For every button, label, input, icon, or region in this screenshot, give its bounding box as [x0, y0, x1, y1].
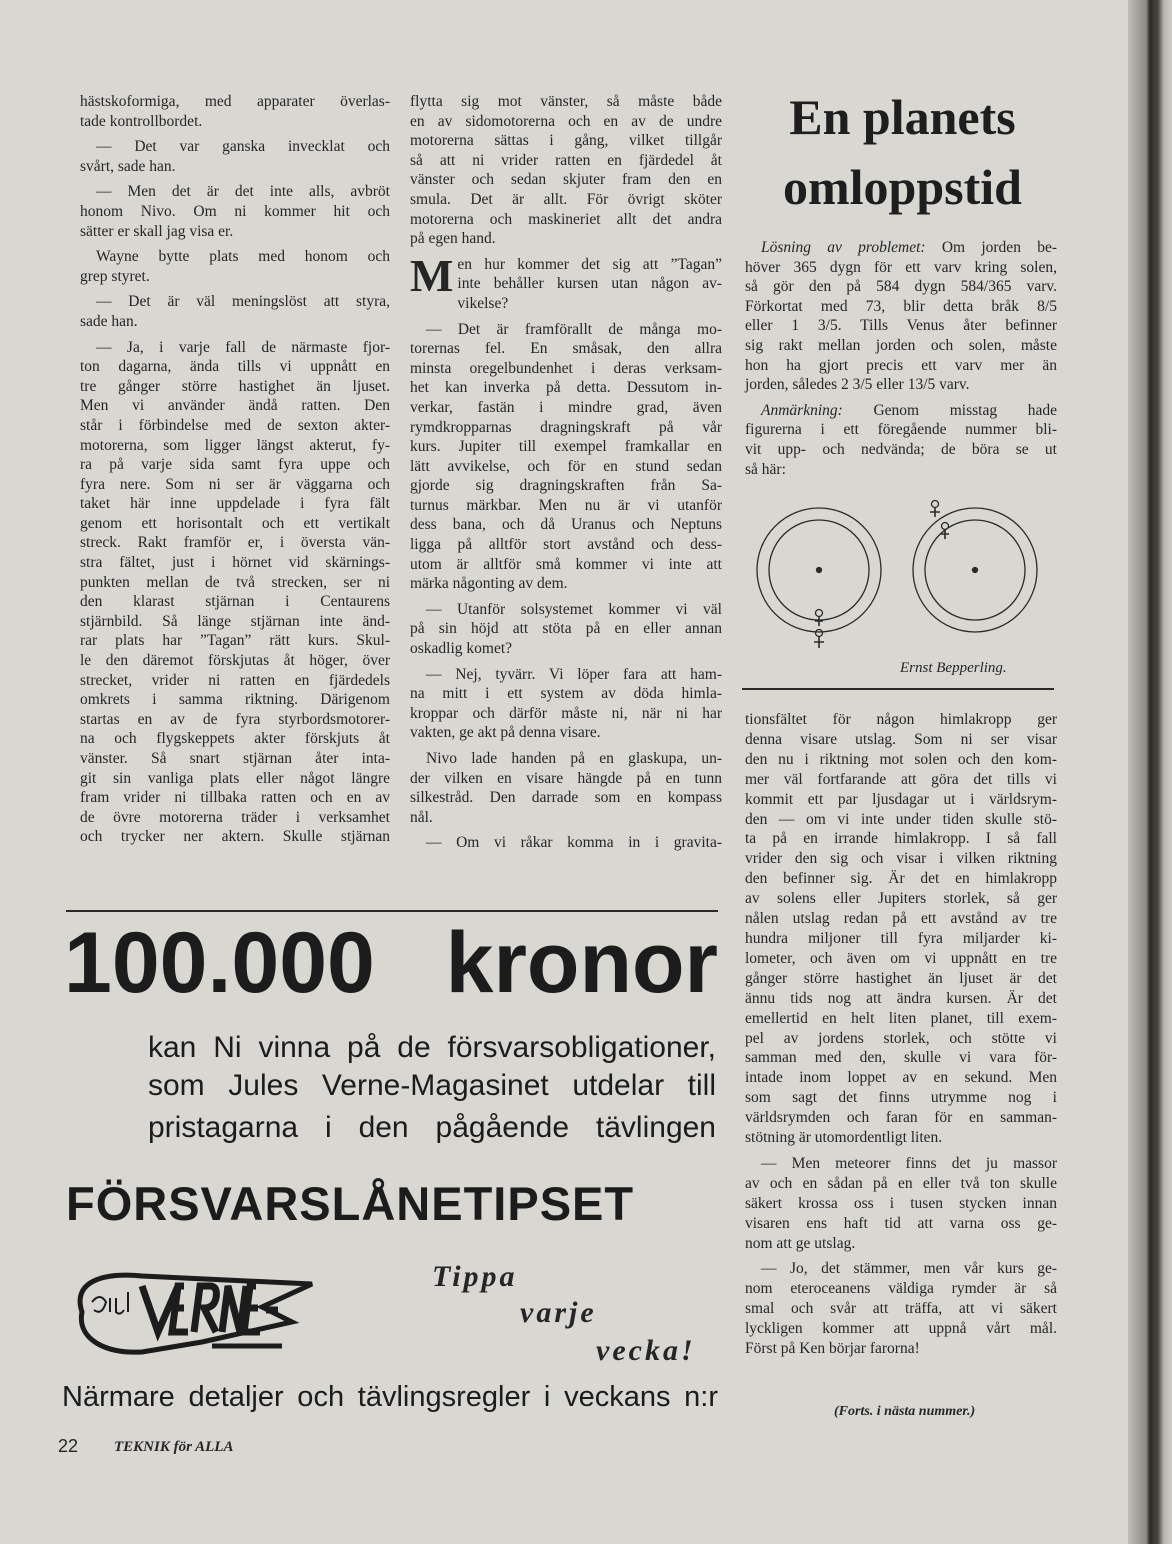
text-line: denna visare utslag. Som ni ser visar — [745, 730, 1057, 748]
text-line: nål. — [410, 808, 433, 826]
text-line: oskadlig komet? — [410, 640, 513, 658]
text-line: nom eteroceanens väldiga rymder är så — [745, 1280, 1057, 1298]
text-line: taket här inne uppdelade i fyra fält — [80, 495, 390, 513]
text-line: hundra miljoner till fyra miljarder ki- — [745, 929, 1057, 947]
paragraph — [410, 320, 722, 594]
text-line: figurerna i ett föregående nummer bli- — [745, 421, 1057, 439]
text-line: visaren ens haft tid att varna oss ge- — [745, 1214, 1057, 1232]
paragraph — [410, 665, 722, 743]
text-line: verkar, fastän i mindre grad, även — [410, 398, 722, 416]
slogan-line: vecka! — [596, 1334, 696, 1367]
text-line: Men vi använder ändå ratten. Den — [80, 397, 390, 415]
text-line: — Det är framförallt de många mo- — [426, 320, 722, 338]
jules-verne-magasinet-logo — [62, 1262, 322, 1372]
text-line: turnus märkbar. Men nu är vi utanför — [410, 496, 722, 514]
text-line: smal och svår att träffa, att vi säkert — [745, 1300, 1057, 1318]
text-line: streck. Rakt framför er, i översta vän- — [80, 534, 390, 552]
text-line: strecket, vrider ni ratten en fjärdedels — [80, 671, 390, 689]
text-line: vikelse? — [457, 294, 509, 312]
text-line: ta på en irrande himlakropp. I så fall — [745, 830, 1057, 848]
text-line: — Utanför solsystemet kommer vi väl — [426, 600, 722, 618]
drop-cap: M — [410, 249, 454, 301]
continued-note: (Forts. i nästa nummer.) — [834, 1404, 976, 1419]
author-signature: Ernst Bepperling. — [900, 660, 1007, 676]
article-column-1 — [80, 92, 390, 853]
text-line: Först på Ken börjar farorna! — [745, 1340, 920, 1358]
text-line: silkestråd. Den darrade som en kompass — [410, 789, 722, 807]
text-line: le den däremot förskjutas åt höger, över — [80, 652, 390, 670]
orbit-diagram-right — [913, 501, 1037, 633]
slogan-line: varje — [520, 1296, 597, 1329]
text-line: hästskoformiga, med apparater överlas- — [80, 93, 390, 110]
text-line: en av sidomotorerna och en av de undre — [410, 112, 722, 130]
paragraph — [410, 749, 722, 827]
text-line: av och en sådan på en eller två ton skulle — [745, 1174, 1057, 1192]
text-line: inte behåller kursen utan någon av- — [457, 275, 722, 293]
text-line: lyckligen kommer att uppnå vårt mål. — [745, 1320, 1057, 1338]
text-line: omkrets i samma riktning. Därigenom — [80, 691, 390, 709]
paragraph — [745, 1259, 1057, 1359]
text-line: Nivo lade handen på en glaskupa, un- — [426, 750, 722, 767]
text-line: pel av jordens storlek, och stötte vi — [745, 1029, 1057, 1047]
text-line: den — om vi inte under tiden skulle stö- — [745, 810, 1057, 828]
text-line: genom ett horisontalt och ett vertikalt — [80, 514, 390, 532]
text-line: ligga på alltför stort avstånd och dess- — [410, 536, 722, 554]
text-line: kommit ett par ljusdagar ut i världsrym- — [745, 790, 1057, 808]
text-line: sätter er skall jag visa er. — [80, 222, 234, 240]
text-line: vänster. Så snart stjärnan åter inta- — [80, 750, 390, 767]
text-line: världsrymden och faran för en samman- — [745, 1109, 1057, 1127]
text-line: märka någonting av dem. — [410, 575, 568, 593]
paragraph — [745, 238, 1057, 395]
text-line: grep styret. — [80, 267, 150, 285]
paragraph — [80, 182, 390, 241]
text-line: vrider den sig och visar i vilken riktning — [745, 850, 1057, 868]
slogan-line: Tippa — [432, 1260, 518, 1293]
text-line: sig rakt mellan jorden och solen, måste — [745, 336, 1057, 354]
paragraph — [745, 1154, 1057, 1254]
sidebar-title-line-2: omloppstid — [783, 159, 1022, 215]
ad-body-line: kan Ni vinna på de försvarsobligationer, — [148, 1031, 716, 1064]
paragraph — [410, 833, 722, 853]
text-line: intade inom loppet av en sekund. Men — [745, 1069, 1057, 1087]
text-line: torernas fel. En småsak, den allra — [410, 340, 722, 358]
paragraph — [80, 292, 390, 331]
sidebar-divider — [742, 688, 1054, 690]
paragraph — [410, 92, 722, 249]
text-line: kurs. Jupiter till exempel framkallar en — [410, 438, 722, 456]
text-line: motorerna och maskineriet allt det andra — [410, 210, 722, 228]
text-line: som sagt det finns utrymme nog i — [745, 1089, 1057, 1107]
text-line: lometer, och även om vi uppnått en tre — [745, 949, 1057, 967]
text-line: ännu tids nog att ändra kursen. Är det — [745, 989, 1057, 1007]
text-line: den klarast stjärnan i Centaurens — [80, 593, 390, 611]
text-line — [745, 238, 1057, 258]
paragraph — [80, 92, 390, 131]
text-line: Förkortat med 73, blir detta bråk 8/5 — [745, 297, 1057, 315]
text-line: — Nej, tyvärr. Vi löper fara att ham- — [426, 665, 722, 683]
text-line: — Om vi råkar komma in i gravita- — [426, 834, 722, 852]
text-line: — Men det är det inte alls, avbröt — [96, 183, 390, 201]
text-line: nom att ge utslag. — [745, 1234, 856, 1252]
text-line: ton dagarna, ända tills vi uppnått en — [80, 358, 390, 376]
text-line: git sin vanliga plats eller något längre — [80, 769, 390, 787]
text-line: honom Nivo. Om ni kommer hit och — [80, 202, 390, 220]
text-line — [745, 401, 1057, 421]
text-line: fyra nere. Som ni ser är väggarna och — [80, 475, 390, 493]
paragraph — [80, 137, 390, 176]
text-line: gånger större hastighet än ljuset är det — [745, 969, 1057, 987]
text-line: dess bana, och då Uranus och Neptuns — [410, 516, 722, 534]
text-line: vit upp- och nedvända; de böra se ut — [745, 440, 1057, 458]
text-line: — Men meteorer finns det ju massor — [761, 1154, 1057, 1172]
text-fragment: Genom misstag hade — [842, 401, 1057, 419]
ad-headline: 100.000 kronor — [64, 915, 718, 1011]
text-line: står i förbindelse med de sexton akter- — [80, 416, 390, 434]
page-number: 22 — [58, 1436, 79, 1456]
text-line: en hur kommer det sig att ”Tagan” — [457, 255, 722, 273]
text-line: mer väl fortfarande att göra det tills vi — [745, 770, 1057, 788]
page-binding-shadow — [1128, 0, 1172, 1544]
text-line: nålen utslag redan på ett avstånd av tre — [745, 910, 1057, 928]
text-line: ra på varje sida samt fyra uppe och — [80, 456, 390, 474]
text-line: lätt avvikelse, och för en stund sedan — [410, 457, 722, 475]
ad-contest-name: FÖRSVARSLÅNETIPSET — [66, 1177, 635, 1230]
text-line: hon ha gjort precis ett varv mer än — [745, 356, 1057, 374]
text-line: stötning är utomordentligt liten. — [745, 1129, 943, 1147]
orbit-diagram — [755, 492, 1055, 657]
text-line: gjorde sig dragningskraften från Sa- — [410, 477, 722, 495]
ad-divider — [66, 910, 718, 912]
text-line: tre gånger större hastighet än ljuset. — [80, 377, 390, 395]
text-line: stjärnbild. Så länge stjärnan inte änd- — [80, 612, 390, 630]
text-line: het kan inverka på detta. Dessutom in- — [410, 379, 722, 397]
text-line: tade kontrollbordet. — [80, 112, 203, 130]
text-line: säkert krossa oss i tusen stycken innan — [745, 1194, 1057, 1212]
text-line: rar plats har ”Tagan” rätt kurs. Skul- — [80, 632, 390, 650]
text-line: vakten, ge akt på denna visare. — [410, 724, 601, 742]
paragraph — [80, 247, 390, 286]
text-line: så här: — [745, 460, 786, 478]
text-line: emellertid en helt liten planet, till exem- — [745, 1009, 1057, 1027]
article-column-2 — [410, 92, 722, 859]
text-line: på egen hand. — [410, 230, 496, 248]
sidebar-text — [745, 238, 1057, 485]
paragraph — [745, 710, 1057, 1148]
paragraph — [80, 338, 390, 847]
lead-label: Anmärkning: — [761, 401, 843, 419]
magazine-name: TEKNIK för ALLA — [114, 1439, 234, 1455]
text-line: der vilken en visare hängde på en tunn — [410, 769, 722, 787]
text-line: samman med den, skulle vi vara för- — [745, 1049, 1057, 1067]
text-line: stra fältet, just i hörnet vid skärnings- — [80, 554, 390, 572]
text-line: höver 365 dygn för ett varv kring solen, — [745, 258, 1057, 276]
text-line: — Ja, i varje fall de närmaste fjor- — [96, 338, 390, 356]
text-line: av solens eller Jupiters storlek, så ger — [745, 890, 1057, 908]
text-line: jorden, således 2 3/5 eller 13/5 varv. — [745, 376, 970, 394]
ad-body-line: som Jules Verne-Magasinet utdelar till — [148, 1069, 716, 1102]
text-line: motorerna, som ligger längst akterut, fy- — [80, 436, 390, 454]
text-line: vänster och sedan skjuter fram den en — [410, 171, 722, 189]
text-line: på sin höjd att stöta på en eller annan — [410, 620, 722, 638]
sidebar-title-line-1: En planets — [789, 89, 1016, 145]
text-line: motorerna sättas i gång, vilket tillgår — [410, 132, 722, 150]
text-line: rymdkropparnas dragningskraft på vår — [410, 418, 722, 436]
text-line: na mitt i ett system av döda himla- — [410, 685, 722, 703]
lead-label: Lösning av problemet: — [761, 239, 926, 256]
ad-body-line: pristagarna i den pågående tävlingen — [148, 1111, 716, 1144]
text-line: punkten mellan de två strecken, ser ni — [80, 573, 390, 591]
text-line: så att ni vrider ratten en fjärdedel åt — [410, 151, 722, 169]
orbit-diagram-left — [757, 508, 881, 648]
text-line: kroppar och därför måste ni, när ni har — [410, 704, 722, 722]
paragraph — [410, 600, 722, 659]
text-line: eller 1 3/5. Tills Venus åter befinner — [745, 317, 1057, 335]
paragraph — [410, 249, 722, 314]
text-line: — Jo, det stämmer, men vår kurs ge- — [761, 1260, 1057, 1278]
text-line: och trycker ner aktern. Skulle stjärnan — [80, 828, 390, 846]
text-line: smula. Det är allt. För övrigt sköter — [410, 190, 722, 208]
text-line: startas en av de fyra styrbordsmotorer- — [80, 710, 390, 728]
text-line: minsta oregelbundenhet i deras verksam- — [410, 359, 722, 377]
paragraph — [745, 401, 1057, 479]
text-line: så gör den på 584 dygn 584/365 varv. — [745, 278, 1057, 296]
text-line: svårt, sade han. — [80, 157, 176, 175]
text-line: — Det är väl meningslöst att styra, — [96, 293, 390, 311]
text-line: utom är alltför små kommer vi inte att — [410, 555, 722, 573]
text-line: flytta sig mot vänster, så måste både — [410, 93, 722, 110]
text-line: fram vrider ni tillbaka ratten och en av — [80, 789, 390, 807]
text-line: den nu i riktning mot solen och den kom- — [745, 750, 1057, 768]
text-line: na och flygskeppets akter förskjuts åt — [80, 730, 390, 748]
text-line: den befinner sig. Är det en himlakropp — [745, 870, 1057, 888]
ad-footer-line: Närmare detaljer och tävlingsregler i veckans n:r — [62, 1381, 718, 1413]
text-line: tionsfältet för någon himlakropp ger — [745, 711, 1057, 728]
text-line: sade han. — [80, 312, 138, 330]
text-line: de övre motorerna träder i verksamhet — [80, 808, 390, 826]
text-line: — Det var ganska invecklat och — [96, 138, 390, 156]
text-line: Wayne bytte plats med honom och — [96, 248, 390, 266]
text-fragment: Om jorden be- — [925, 239, 1057, 256]
article-column-3 — [745, 710, 1057, 1365]
